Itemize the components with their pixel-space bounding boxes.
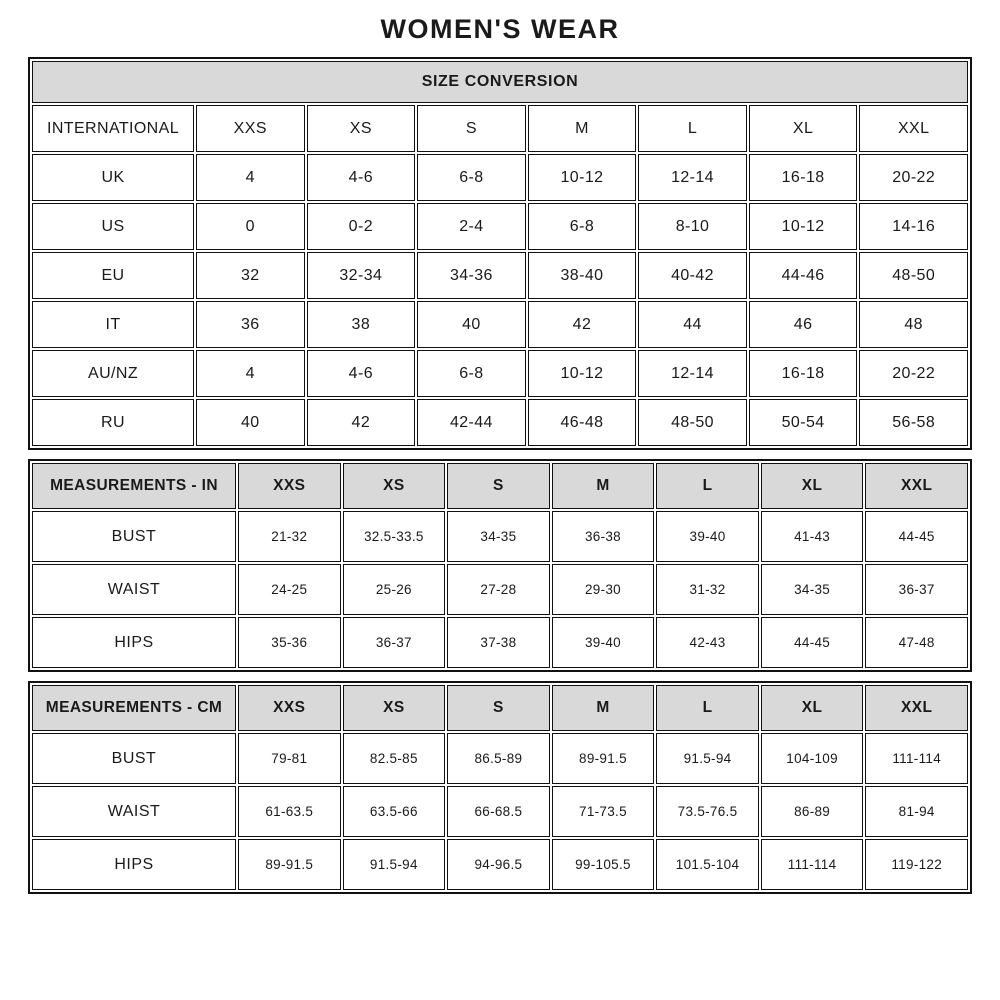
value-cell: 47-48 [865,617,968,668]
value-cell: 44-45 [761,617,864,668]
row-label: EU [32,252,194,299]
size-header-cell: XXL [859,105,968,152]
value-cell: 32.5-33.5 [343,511,446,562]
size-header-cell: XXS [238,685,341,731]
size-header-cell: XL [749,105,858,152]
value-cell: 91.5-94 [343,839,446,890]
size-header-cell: M [528,105,637,152]
value-cell: 41-43 [761,511,864,562]
row-label: RU [32,399,194,446]
value-cell: 48-50 [638,399,747,446]
value-cell: 20-22 [859,350,968,397]
value-cell: 46 [749,301,858,348]
size-header-cell: XL [761,685,864,731]
value-cell: 6-8 [417,154,526,201]
value-cell: 25-26 [343,564,446,615]
size-header-cell: L [656,685,759,731]
value-cell: 111-114 [865,733,968,784]
value-cell: 82.5-85 [343,733,446,784]
value-cell: 40 [417,301,526,348]
value-cell: 0 [196,203,305,250]
value-cell: 14-16 [859,203,968,250]
size-header-cell: XXL [865,685,968,731]
size-header-cell: M [552,463,655,509]
value-cell: 4-6 [307,350,416,397]
table-row [32,786,968,837]
value-cell: 35-36 [238,617,341,668]
value-cell: 34-35 [761,564,864,615]
size-header-cell: M [552,685,655,731]
value-cell: 44-45 [865,511,968,562]
table-row [32,154,968,201]
row-label: BUST [32,733,236,784]
value-cell: 89-91.5 [238,839,341,890]
size-header-row [32,685,968,731]
row-label: BUST [32,511,236,562]
size-header-cell: S [447,463,550,509]
value-cell: 8-10 [638,203,747,250]
value-cell: 16-18 [749,350,858,397]
value-cell: 56-58 [859,399,968,446]
value-cell: 2-4 [417,203,526,250]
page-title: WOMEN'S WEAR [380,14,620,44]
value-cell: 81-94 [865,786,968,837]
value-cell: 91.5-94 [656,733,759,784]
row-label: WAIST [32,786,236,837]
value-cell: 79-81 [238,733,341,784]
value-cell: 37-38 [447,617,550,668]
value-cell: 10-12 [528,350,637,397]
value-cell: 27-28 [447,564,550,615]
table-row [32,733,968,784]
table-row [32,839,968,890]
table-row [32,203,968,250]
value-cell: 36-37 [343,617,446,668]
value-cell: 46-48 [528,399,637,446]
value-cell: 86-89 [761,786,864,837]
value-cell: 39-40 [656,511,759,562]
value-cell: 66-68.5 [447,786,550,837]
row-label: IT [32,301,194,348]
value-cell: 104-109 [761,733,864,784]
value-cell: 34-35 [447,511,550,562]
measurements-cm-table [28,681,972,894]
row-label: HIPS [32,617,236,668]
size-header-cell: XXS [238,463,341,509]
value-cell: 4 [196,154,305,201]
size-header-cell: S [417,105,526,152]
size-conversion-table [28,57,972,450]
table-banner: SIZE CONVERSION [32,61,968,103]
value-cell: 63.5-66 [343,786,446,837]
value-cell: 111-114 [761,839,864,890]
value-cell: 40-42 [638,252,747,299]
value-cell: 24-25 [238,564,341,615]
value-cell: 42-43 [656,617,759,668]
corner-label: MEASUREMENTS - IN [32,463,236,509]
value-cell: 44-46 [749,252,858,299]
size-header-cell: L [656,463,759,509]
value-cell: 4 [196,350,305,397]
value-cell: 10-12 [528,154,637,201]
value-cell: 94-96.5 [447,839,550,890]
value-cell: 38-40 [528,252,637,299]
value-cell: 42 [528,301,637,348]
value-cell: 101.5-104 [656,839,759,890]
table-row [32,252,968,299]
value-cell: 16-18 [749,154,858,201]
value-cell: 0-2 [307,203,416,250]
value-cell: 42 [307,399,416,446]
value-cell: 73.5-76.5 [656,786,759,837]
value-cell: 71-73.5 [552,786,655,837]
table-row [32,301,968,348]
value-cell: 34-36 [417,252,526,299]
row-label: US [32,203,194,250]
value-cell: 32-34 [307,252,416,299]
size-header-cell: XS [307,105,416,152]
size-header-cell: XS [343,463,446,509]
value-cell: 50-54 [749,399,858,446]
corner-label: INTERNATIONAL [32,105,194,152]
value-cell: 6-8 [417,350,526,397]
value-cell: 119-122 [865,839,968,890]
value-cell: 48-50 [859,252,968,299]
value-cell: 12-14 [638,154,747,201]
row-label: HIPS [32,839,236,890]
row-label: UK [32,154,194,201]
table-row [32,564,968,615]
value-cell: 44 [638,301,747,348]
value-cell: 36-38 [552,511,655,562]
value-cell: 40 [196,399,305,446]
value-cell: 42-44 [417,399,526,446]
value-cell: 38 [307,301,416,348]
row-label: WAIST [32,564,236,615]
value-cell: 20-22 [859,154,968,201]
table-row [32,350,968,397]
size-header-cell: S [447,685,550,731]
value-cell: 29-30 [552,564,655,615]
table-row [32,511,968,562]
size-header-cell: XL [761,463,864,509]
value-cell: 4-6 [307,154,416,201]
value-cell: 89-91.5 [552,733,655,784]
value-cell: 31-32 [656,564,759,615]
size-header-cell: L [638,105,747,152]
size-header-cell: XS [343,685,446,731]
value-cell: 6-8 [528,203,637,250]
value-cell: 36-37 [865,564,968,615]
row-label: AU/NZ [32,350,194,397]
size-header-cell: XXL [865,463,968,509]
value-cell: 86.5-89 [447,733,550,784]
table-row [32,399,968,446]
measurements-in-table [28,459,972,672]
value-cell: 12-14 [638,350,747,397]
size-header-row [32,463,968,509]
corner-label: MEASUREMENTS - CM [32,685,236,731]
value-cell: 36 [196,301,305,348]
value-cell: 61-63.5 [238,786,341,837]
value-cell: 21-32 [238,511,341,562]
value-cell: 32 [196,252,305,299]
table-row [32,617,968,668]
value-cell: 99-105.5 [552,839,655,890]
size-header-row [32,105,968,152]
size-header-cell: XXS [196,105,305,152]
value-cell: 10-12 [749,203,858,250]
value-cell: 39-40 [552,617,655,668]
value-cell: 48 [859,301,968,348]
